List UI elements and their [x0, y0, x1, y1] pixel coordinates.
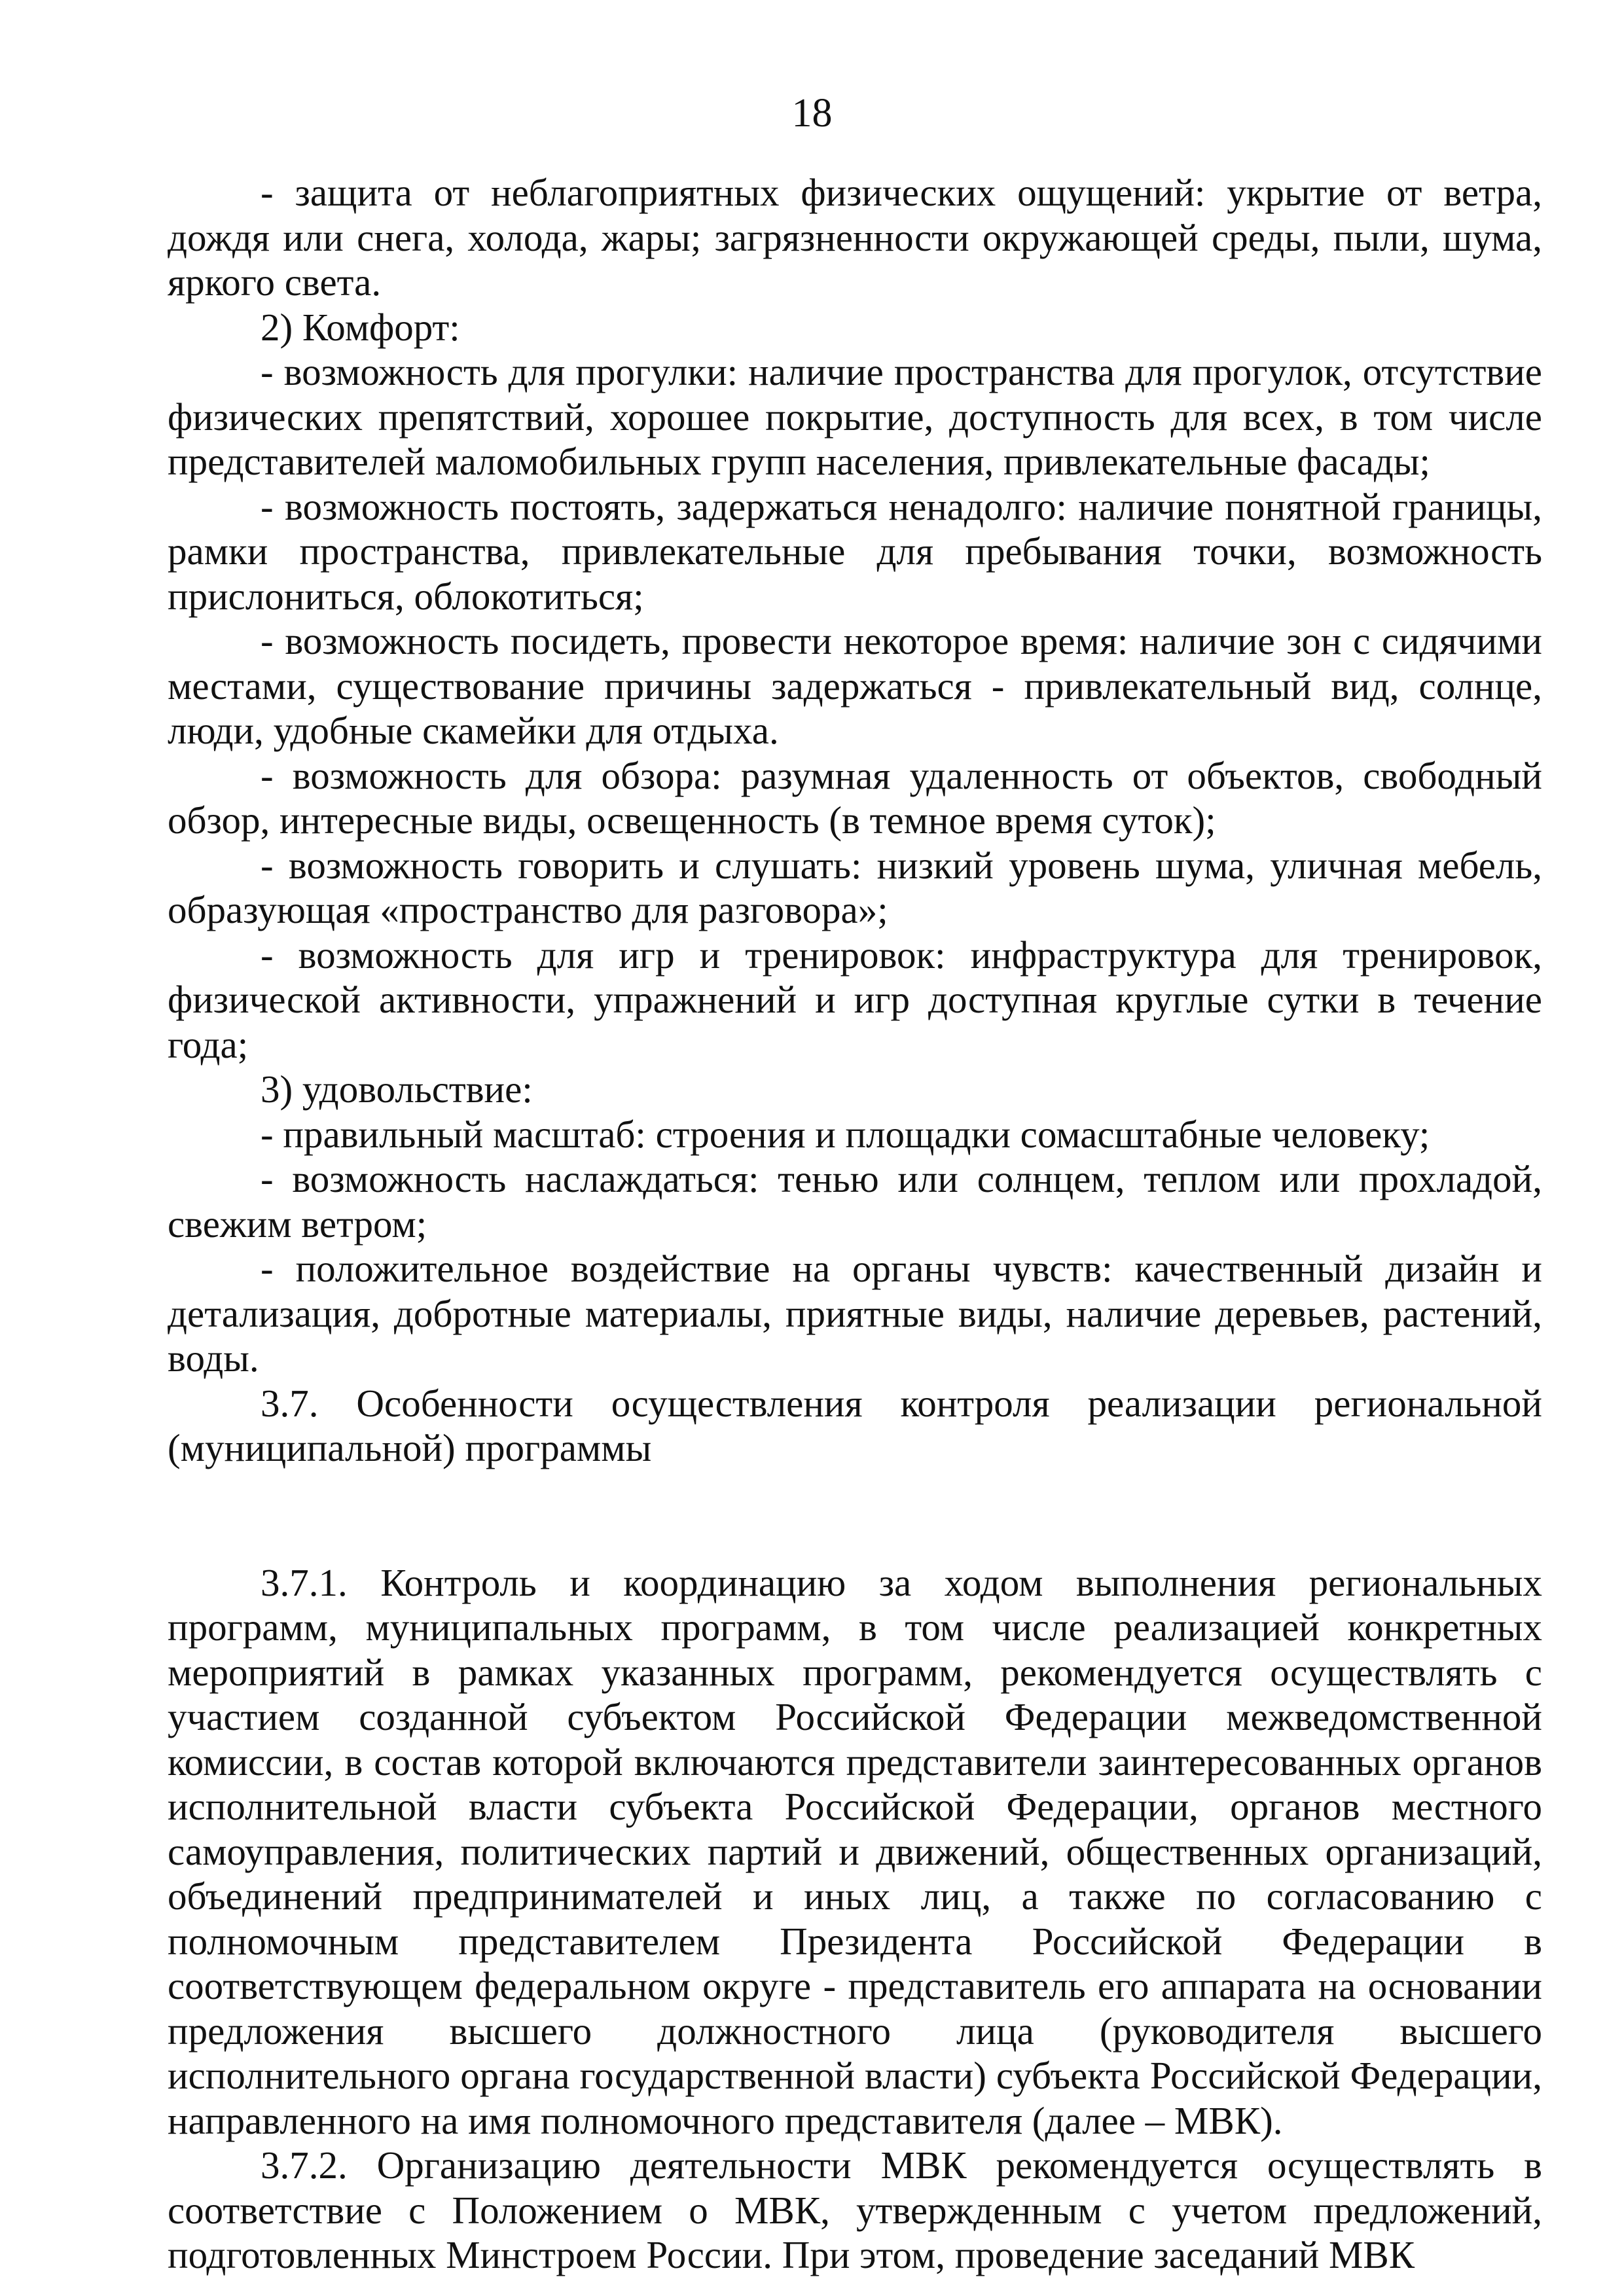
paragraph-3-7-1: 3.7.1. Контроль и координацию за ходом выполнения региональных программ, муниципальных программ, в том числе реализацией конкретных мероприятий в рамках указанных программ, рекомендуется осуществлять с участием созданной субъектом Российской Федерации межведомственной комиссии, в состав которой включаются представители заинтересованных органов исполнительной власти субъекта Российской Федерации, органов местного самоуправления, политических партий и движений, общественных организаций, объединений предпринимателей и иных лиц, а также по согласованию с полномочным представителем Президента Российской Федерации в соответствующем федеральном округе - представитель его аппарата на основании предложения высшего должностного лица (руководителя высшего исполнительного органа государственной власти) субъекта Российской Федерации, направленного на имя полномочного представителя (далее – МВК). — [168, 1560, 1542, 2142]
paragraph-3-7-2: 3.7.2. Организацию деятельности МВК рекомендуется осуществлять в соответствие с Положением о МВК, утвержденным с учетом предложений, подготовленных Минстроем России. При этом, проведение заседаний МВК — [168, 2144, 1542, 2276]
paragraph-talking: - возможность говорить и слушать: низкий уровень шума, уличная мебель, образующая «пространство для разговора»; — [168, 843, 1542, 931]
paragraph-scale: - правильный масштаб: строения и площадки сомасштабные человеку; — [261, 1112, 1430, 1156]
list-heading-pleasure: 3) удовольствие: — [261, 1067, 533, 1111]
paragraph-senses: - положительное воздействие на органы чувств: качественный дизайн и детализация, добротные материалы, приятные виды, наличие деревьев, растений, воды. — [168, 1247, 1542, 1380]
paragraph-viewing: - возможность для обзора: разумная удаленность от объектов, свободный обзор, интересные виды, освещенность (в темное время суток); — [168, 753, 1542, 842]
paragraph-sitting: - возможность посидеть, провести некоторое время: наличие зон с сидячими местами, существование причины задержаться - привлекательный вид, солнце, люди, удобные скамейки для отдыха. — [168, 619, 1542, 752]
paragraph-protection: - защита от неблагоприятных физических ощущений: укрытие от ветра, дождя или снега, холода, жары; загрязненности окружающей среды, пыли, шума, яркого света. — [168, 171, 1542, 304]
section-heading-3-7: 3.7. Особенности осуществления контроля реализации региональной (муниципальной) программы — [168, 1381, 1542, 1469]
section-spacer — [168, 1471, 1542, 1560]
paragraph-walking: - возможность для прогулки: наличие пространства для прогулок, отсутствие физических препятствий, хорошее покрытие, доступность для всех, в том числе представителей маломобильных групп населения, привлекательные фасады; — [168, 350, 1542, 483]
document-body — [168, 170, 1542, 2278]
page-number: 18 — [791, 91, 833, 135]
paragraph-standing: - возможность постоять, задержаться ненадолго: наличие понятной границы, рамки пространства, привлекательные для пребывания точки, возможность прислониться, облокотиться; — [168, 484, 1542, 618]
paragraph-enjoy: - возможность наслаждаться: тенью или солнцем, теплом или прохладой, свежим ветром; — [168, 1157, 1542, 1246]
list-heading-comfort: 2) Комфорт: — [261, 305, 460, 349]
paragraph-playing: - возможность для игр и тренировок: инфраструктура для тренировок, физической активности, упражнений и игр доступная круглые сутки в течение года; — [168, 933, 1542, 1066]
